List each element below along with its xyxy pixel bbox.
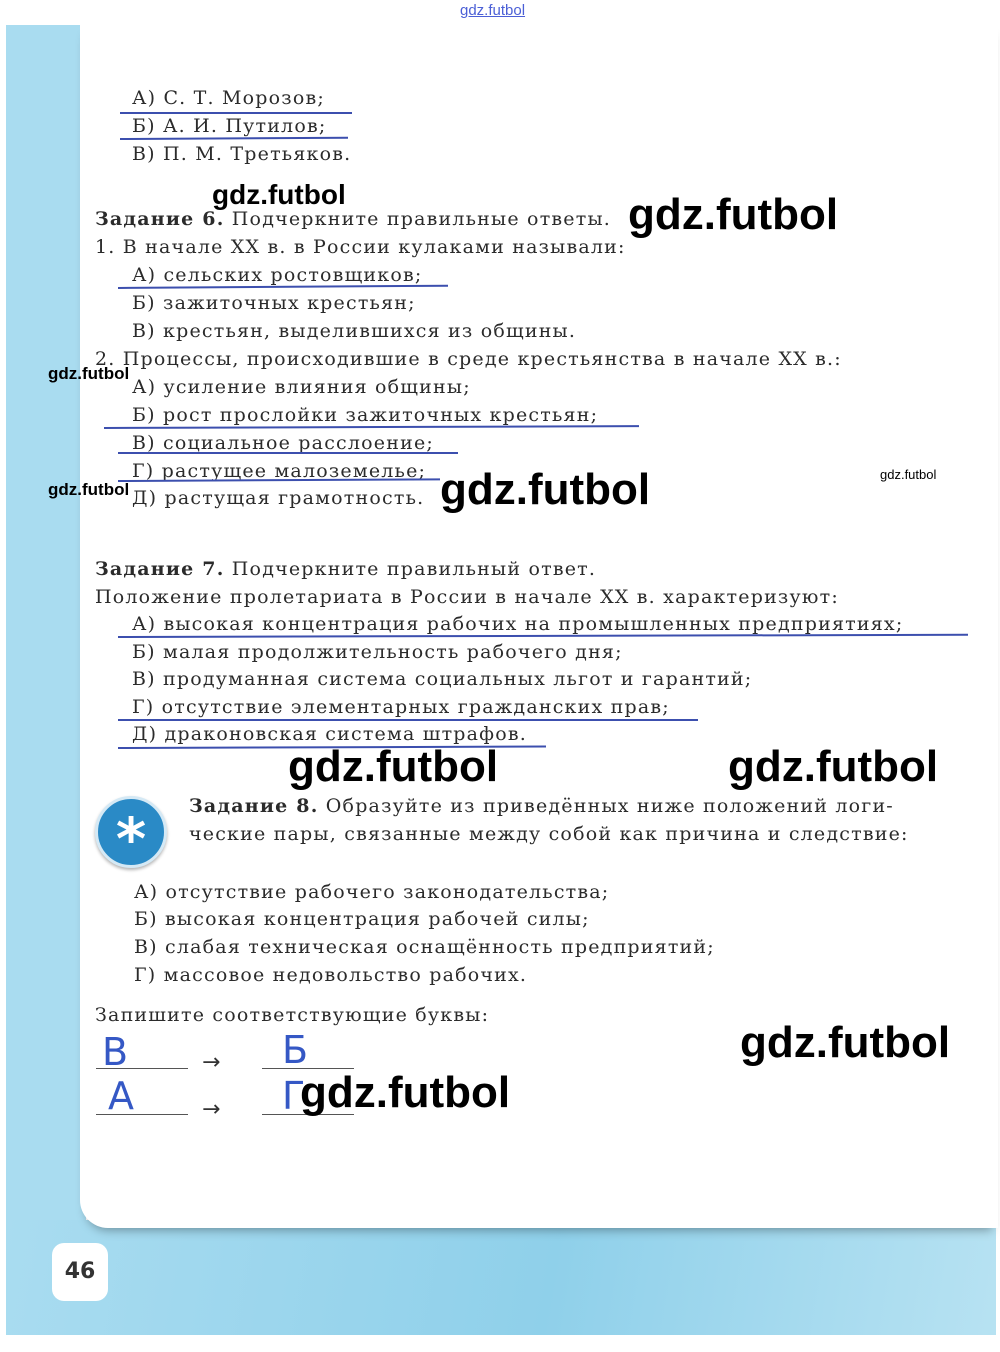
task7-heading — [95, 558, 596, 580]
task7-option-c: В) продуманная система социальных льгот и гарантий; — [132, 668, 753, 690]
task7-label: Задание 7. — [95, 558, 225, 580]
task6-q2-option-e: Д) растущая грамотность. — [132, 487, 425, 509]
underline-prev-a — [120, 112, 352, 114]
task6-q2: 2. Процессы, происходившие в среде крестьянства в начале XX в.: — [95, 348, 842, 370]
task8-option-d: Г) массовое недовольство рабочих. — [134, 964, 528, 986]
watermark: gdz.futbol — [628, 190, 839, 239]
task7-option-b: Б) малая продолжительность рабочего дня; — [132, 641, 623, 663]
answer1-arrow-icon: → — [202, 1050, 221, 1075]
answer2-cause: А — [108, 1074, 134, 1118]
prev-option-b: Б) А. И. Путилов; — [132, 115, 327, 137]
watermark: gdz.futbol — [728, 742, 939, 791]
task6-heading — [95, 208, 611, 230]
watermark: gdz.futbol — [300, 1068, 511, 1117]
watermark-top: gdz.futbol — [460, 2, 526, 19]
watermark: gdz.futbol — [740, 1018, 951, 1067]
task8-option-a: А) отсутствие рабочего законодательства; — [134, 881, 610, 903]
prev-option-c: В) П. М. Третьяков. — [132, 143, 352, 165]
task8-option-c: В) слабая техническая оснащённость предприятий; — [134, 936, 715, 958]
task8-label: Задание 8. — [189, 795, 319, 817]
task7-option-a: А) высокая концентрация рабочих на промышленных предприятиях; — [132, 613, 904, 635]
task7-option-d: Г) отсутствие элементарных гражданских прав; — [132, 696, 670, 718]
answer2-arrow-icon: → — [202, 1097, 221, 1122]
bottom-blue-band — [6, 1220, 996, 1335]
task7-instruction: Подчеркните правильный ответ. — [231, 558, 597, 580]
task6-q1-option-b: Б) зажиточных крестьян; — [132, 292, 416, 314]
page-number: 46 — [52, 1243, 108, 1301]
task8-write-prompt: Запишите соответствующие буквы: — [95, 1004, 490, 1026]
watermark: gdz.futbol — [440, 465, 651, 514]
task8-heading — [189, 795, 894, 817]
watermark: gdz.futbol — [288, 742, 499, 791]
task8-text-line1: Образуйте из приведённых ниже положений логи- — [325, 795, 894, 817]
watermark: gdz.futbol — [48, 364, 130, 383]
task6-q2-option-c: В) социальное расслоение; — [132, 432, 435, 454]
prev-option-a: А) С. Т. Морозов; — [132, 87, 326, 109]
task6-q2-option-a: А) усиление влияния общины; — [132, 376, 471, 398]
task6-instruction: Подчеркните правильные ответы. — [231, 208, 612, 230]
answer2-effect: Г — [282, 1074, 306, 1118]
task6-q1: 1. В начале XX в. в России кулаками называли: — [95, 236, 626, 258]
watermark: gdz.futbol — [212, 179, 346, 210]
left-blue-margin — [6, 25, 86, 1335]
task6-q1-option-c: В) крестьян, выделившихся из общины. — [132, 320, 577, 342]
underline-t7-d — [118, 719, 698, 721]
task8-text-line2: ческие пары, связанные между собой как причина и следствие: — [189, 823, 909, 845]
task8-option-b: Б) высокая концентрация рабочей силы; — [134, 908, 590, 930]
star-badge-icon: * — [95, 796, 167, 868]
task6-q2-option-d: Г) растущее малоземелье; — [132, 460, 427, 482]
task7-option-e: Д) драконовская система штрафов. — [132, 723, 528, 745]
task6-q1-option-a: А) сельских ростовщиков; — [132, 264, 423, 286]
watermark: gdz.futbol — [48, 480, 130, 499]
answer2-cause-blank[interactable] — [96, 1114, 188, 1115]
task6-q2-option-b: Б) рост прослойки зажиточных крестьян; — [132, 404, 599, 426]
watermark: gdz.futbol — [880, 467, 937, 482]
answer1-cause-blank[interactable] — [96, 1068, 188, 1069]
task7-question: Положение пролетариата в России в начале XX в. характеризуют: — [95, 586, 839, 608]
task6-label: Задание 6. — [95, 208, 225, 230]
underline-q2-c — [118, 452, 458, 454]
answer1-cause: В — [102, 1030, 129, 1074]
answer1-effect: Б — [282, 1028, 309, 1072]
